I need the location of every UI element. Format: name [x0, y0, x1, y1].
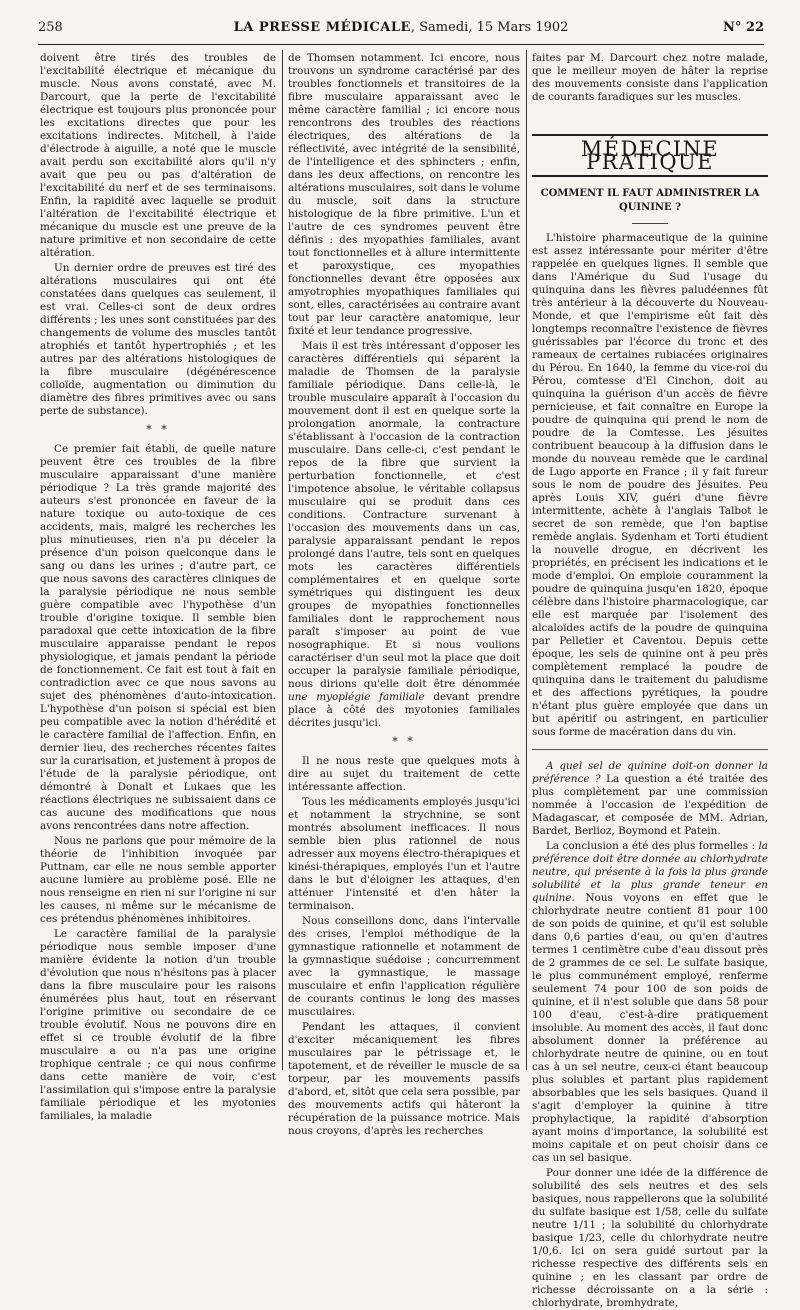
paragraph: Pendant les attaques, il convient d'exciter mécaniquement les fibres musculaires par le pétrissage et, le tapotement, et de réveiller le muscle de sa torpeur, par les mouvements passifs d'abord, et, sitôt que cela sera possible, par des mouvements actifs qui hâteront la récupération de la puissance motrice. Mais nous croyons, d'après les recherches: [288, 1021, 520, 1137]
paragraph: de Thomsen notamment. Ici encore, nous trouvons un syndrome caractérisé par des troubles fonctionnels et transitoires de la fibre musculaire apparaissant avec le même caractère familial ; ici encore nous rencontrons des troubles des réactions électriques, des altérations de la réflectivité, avec intégrité de la sensibilité, de l'intelligence et des sphincters ; enfin, dans les deux affections, on rencontre les altérations musculaires, soit dans le volume du muscle, soit dans la structure histologique de la fibre primitive. L'un et l'autre de ces syndromes peuvent être définis : des myopathies familiales, avant tout fonctionnelles et à allure intermittente et paroxystique, ces myopathies fonctionnelles devant être opposées aux amyotrophies myopathiques familiales qui sont, elles, caractérisées au contraire avant tout par leur caractère anatomique, leur fixité et leur tendance progressive.: [288, 52, 520, 337]
issue-number: N° 22: [723, 20, 764, 35]
separator-line: [532, 749, 768, 750]
journal-name: LA PRESSE MÉDICALE: [233, 20, 411, 35]
issue-date: , Samedi, 15 Mars 1902: [410, 20, 569, 35]
paragraph-thomsen: [288, 340, 520, 730]
column-1: [40, 52, 276, 1122]
paragraph: Nous ne parlons que pour mémoire de la théorie de l'inhibition invoquée par Puttnam, car elle ne nous semble apporter aucune lumière au problème posé. Elle ne nous renseigne en rien ni sur l'origine ni sur les causes, ni même sur le mécanisme de ces prétendus phénomènes inhibitoires.: [40, 835, 276, 925]
section-break: * *: [392, 735, 416, 748]
text-run: La question a été traitée des plus complètement par une commission nommée à l'occasion de l'expédition de Madagascar, et composée de MM. Adrian, Bardet, Berlioz, Boymond et Patein.: [532, 773, 768, 837]
section-break: * *: [146, 423, 170, 436]
paragraph: Le caractère familial de la paralysie périodique nous semble imposer d'une manière évidente la notion d'un trouble d'évolution que nous n'hésitons pas à placer dans la fibre musculaire pour les raisons énumérées plus haut, tout en réservant l'origine primitive ou secondaire de ce trouble évolutif. Nous ne pouvons dire en effet si ce trouble évolutif de la fibre musculaire a ou n'a pas une origine trophique centrale ; ce qui nous confirme dans cette manière de voir, c'est l'assimilation qui s'impose entre la paralysie familiale périodique et les myotonies familiales, la maladie: [40, 928, 276, 1122]
paragraph: Il ne nous reste que quelques mots à dire au sujet du traitement de cette intéressante affection.: [288, 755, 520, 793]
section-heading: MÉDECINE PRATIQUE: [532, 134, 768, 177]
paragraph: Nous conseillons donc, dans l'intervalle des crises, l'emploi méthodique de la gymnastique rationnelle et notamment de la gymnastique suédoise ; concurremment avec la gymnastique, le massage musculaire et enfin l'application régulière de courants continus le long des masses musculaires.: [288, 915, 520, 1018]
text-run: Mais il est très intéressant d'opposer les caractères différentiels qui séparent la maladie de Thomsen de la paralysie familiale périodique. Dans celle-là, le trouble musculaire apparaît à l'occasion du mouvement dont il est en quelque sorte la prolongation anormale, la contracture s'établissant à l'occasion de la contraction musculaire. Dans celle-ci, c'est pendant le repos de la fibre que survient la perturbation fonctionnelle, et c'est l'impotence absolue, le véritable collapsus musculaire qui se produit dans ces conditions. Contracture survenant à l'occasion des mouvements dans un cas, paralysie apparaissant pendant le repos prolongé dans l'autre, tels sont en quelques mots les caractères différentiels complémentaires et en quelque sorte symétriques qui distinguent les deux groupes de myopathies fonctionnelles familiales dont le rapprochement nous paraît s'imposer au point de vue nosographique. Et si nous voulions caractériser d'un seul mot la place que doit occuper la paralysie familiale périodique, nous dirions qu'elle doit être dénommée: [288, 340, 520, 690]
italic-term: une myoplégie familiale: [288, 691, 425, 703]
text-run: La conclusion a été des plus formelles :: [546, 840, 759, 852]
paragraph-question: [532, 760, 768, 838]
italic-question: A quel sel de quinine doit-on donner la préférence ?: [532, 760, 768, 785]
paragraph-conclusion: [532, 840, 768, 1165]
paragraph: L'histoire pharmaceutique de la quinine est assez intéressante pour mériter d'être rappelée en quelques lignes. Il semble que dans l'Amérique du Sud l'usage du quinquina dans les fièvres paludéennes fût très antérieur à la découverte du Nouveau-Monde, et que l'empirisme eût fait dès longtemps reconnaître l'existence de fièvres guérissables par l'écorce du tronc et des rameaux de certaines rubiacées originaires du Pérou. En 1640, la femme du vice-roi du Pérou, comtesse d'El Cinchon, doit au quinquina la guérison d'un accès de fièvre pernicieuse, et fait connaître en Europe la poudre de quinquina qui prend le nom de poudre de la Comtesse. Les jésuites contribuent beaucoup à la diffusion dans le monde du nouveau remède que le cardinal de Lugo apporte en France ; il y fait fureur sous le nom de poudre des Jésuites. Peu après Louis XIV, guéri d'une fièvre intermittente, achète à l'anglais Talbot le secret de son remède, que l'on baptise remède anglais. Sydenham et Torti étudient la nouvelle drogue, en décrivent les propriétés, en précisent les indications et le mode d'emploi. On emploie couramment la poudre de quinquina jusqu'en 1820, époque célèbre dans l'histoire pharmacologique, car elle est marquée par l'isolement des alcaloïdes actifs de la poudre de quinquina par Pelletier et Caventou. Depuis cette époque, les sels de quinine ont à peu près complètement remplacé la poudre de quinquina dans le traitement du paludisme et des affections pyrétiques, la poudre n'étant plus guère employée que dans un but apéritif ou astringent, en particulier sous forme de macération dans du vin.: [532, 232, 768, 738]
column-3: [532, 52, 768, 1309]
column-divider-2: [526, 50, 527, 1070]
paragraph: Pour donner une idée de la différence de solubilité des sels neutres et des sels basiques, nous rappellerons que la solubilité du sulfate basique est 1/58, celle du sulfate neutre 1/11 ; la solubilité du chlorhydrate basique 1/23, celle du chlorhydrate neutre 1/0,6. Ici on sera guidé surtout par la richesse respective des différents sels en quinine ; en les classant par ordre de richesse décroissante on a la série : chlorhydrate, bromhydrate,: [532, 1167, 768, 1309]
paragraph: Tous les médicaments employés jusqu'ici et notamment la strychnine, se sont montrés absolument inefficaces. Il nous semble bien plus rationnel de nous adresser aux moyens électro-thérapiques et kinési-thérapiques, employés l'un et l'autre dans le but d'éloigner les attaques, d'en atténuer l'intensité et d'en hâter la terminaison.: [288, 796, 520, 912]
paragraph: faites par M. Darcourt chez notre malade, que le meilleur moyen de hâter la reprise des mouvements consiste dans l'application de courants faradiques sur les muscles.: [532, 52, 768, 103]
page-number: 258: [38, 20, 63, 35]
paragraph: Ce premier fait établi, de quelle nature peuvent être ces troubles de la fibre musculaire apparaissant d'une manière périodique ? La très grande majorité des auteurs s'est prononcée en faveur de la nature toxique ou auto-toxique de ces accidents, mais, malgré les recherches les plus minutieuses, rien n'a pu déceler la présence d'un poison quelconque dans le sang ou dans les urines ; d'autre part, ce que nous savons des caractères cliniques de la paralysie périodique ne nous semble guère compatible avec l'hypothèse d'un trouble d'origine toxique. Il semble bien paradoxal que cette intoxication de la fibre musculaire apparaisse pendant le repos physiologique, et jamais pendant la période de fonctionnement. Ce fait est tout à fait en contradiction avec ce que nous savons au sujet des phénomènes d'auto-intoxication. L'hypothèse d'un poison si spécial est bien peu compatible avec la notion d'hérédité et le caractère familial de l'affection. Enfin, en dernier lieu, des recherches récentes faites sur la curarisation, et justement à propos de l'étude de la paralysie périodique, ont démontré à Donalt et Lukaes que les réactions électriques ne subissaient dans ce cas aucune des modifications que nous avons rencontrées dans notre affection.: [40, 443, 276, 832]
journal-title-line: [38, 20, 764, 35]
paragraph: doivent être tirés des troubles de l'excitabilité électrique et mécanique du muscle. Nous avons constaté, avec M. Darcourt, que la perte de l'excitabilité électrique est toujours plus prononcée pour les excitations directes que pour les excitations indirectes. Mitchell, à l'aide d'électrode à aiguille, a noté que le muscle avait perdu son excitabilité alors qu'il n'y avait que peu ou pas d'altération de l'excitabilité du nerf et de ses terminaisons. Enfin, la rapidité avec laquelle se produit l'altération de l'excitabilité électrique et mécanique du muscle est une preuve de la nature primitive et non secondaire de cette altération.: [40, 52, 276, 259]
paragraph: Un dernier ordre de preuves est tiré des altérations musculaires qui ont été constatées dans quelques cas seulement, il est vrai. Celles-ci sont de deux ordres différents ; les unes sont constituées par des changements de volume des muscles tantôt atrophiés et tantôt hypertrophiés ; et les autres par des altérations histologiques de la fibre musculaire (dégénérescence colloïde, augmentation ou diminution du diamètre des fibres primitives avec ou sans perte de substance).: [40, 262, 276, 417]
italic-conclusion: la préférence doit être donnée au chlorhydrate neutre, qui présente à la fois la plus grande solubilité et la plus grande teneur en quinine.: [532, 840, 768, 904]
column-2: [288, 52, 520, 1137]
text-run: Nous voyons en effet que le chlorhydrate neutre contient 81 pour 100 de son poids de quinine, et qu'il est soluble dans 0,6 parties d'eau, ou qu'en d'autres termes 1 centimètre cube d'eau dissout près de 2 grammes de ce sel. Le sulfate basique, le plus communément employé, renferme seulement 74 pour 100 de son poids de quinine, et il n'est soluble que dans 58 pour 100 d'eau, c'est-à-dire pratiquement insoluble. Au moment des accès, il faut donc absolument donner la préférence au chlorhydrate neutre de quinine, ou en tout cas à un sel neutre, ceux-ci étant beaucoup plus solubles et partant plus rapidement absorbables que les sels basiques. Quand il s'agit d'employer la quinine à titre prophylactique, la rapidité d'absorption ayant moins d'importance, la solubilité est moins capitale et on peut choisir dans ce cas un sel basique.: [532, 892, 768, 1164]
page-header: [38, 16, 764, 45]
column-divider-1: [282, 50, 283, 1070]
text-run: devant prendre place à côté des myotonies familiales décrites jusqu'ici.: [288, 691, 520, 729]
subtitle-rule: [632, 223, 668, 224]
article-subtitle: COMMENT IL FAUT ADMINISTRER LA QUININE ?: [540, 188, 760, 213]
